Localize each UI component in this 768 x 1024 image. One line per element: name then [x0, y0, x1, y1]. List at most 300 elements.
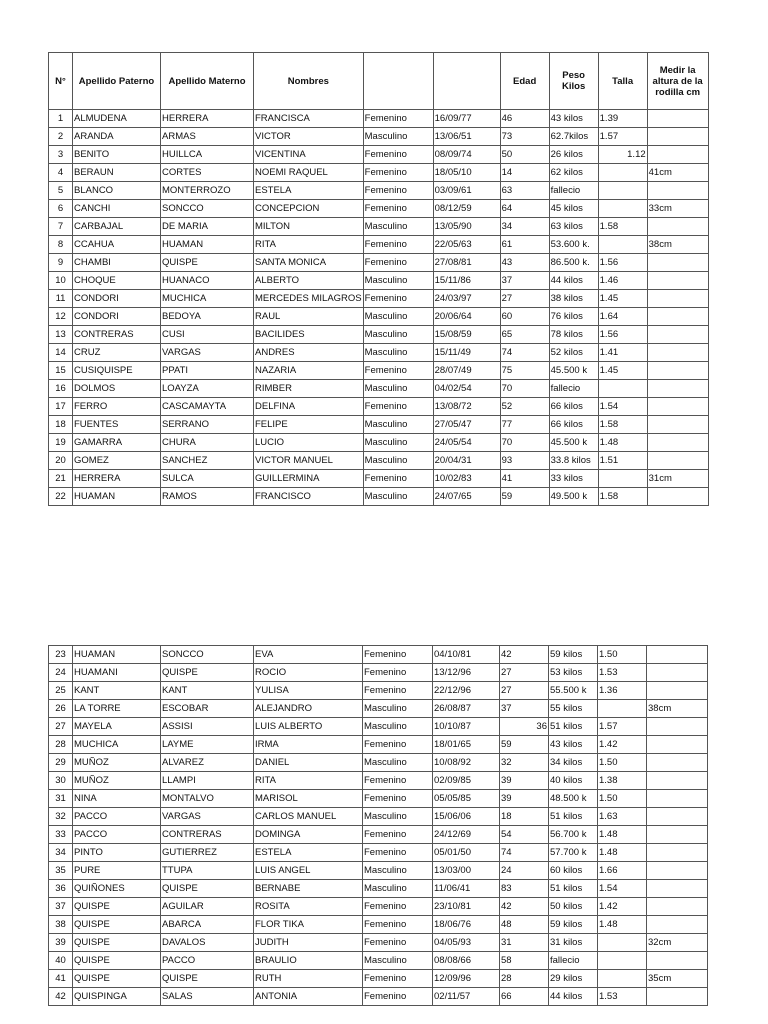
cell-apellido-materno: SONCCO: [161, 646, 254, 664]
cell-talla: 1.50: [598, 646, 647, 664]
cell-edad: 24: [500, 862, 549, 880]
cell-rodilla: [647, 416, 708, 434]
cell-fecha: 03/09/61: [433, 182, 500, 200]
cell-apellido-paterno: ARANDA: [73, 128, 161, 146]
cell-n: 10: [49, 272, 73, 290]
cell-nombres: FRANCISCO: [254, 488, 364, 506]
cell-apellido-paterno: QUIÑONES: [73, 880, 161, 898]
cell-fecha: 24/03/97: [433, 290, 500, 308]
cell-sexo: Masculino: [363, 952, 433, 970]
cell-peso: 52 kilos: [549, 344, 598, 362]
cell-n: 28: [49, 736, 73, 754]
table-row: [49, 988, 708, 1006]
cell-talla: 1.63: [598, 808, 647, 826]
cell-edad: 73: [500, 128, 549, 146]
cell-apellido-paterno: FERRO: [73, 398, 161, 416]
cell-peso: 53.600 k.: [549, 236, 598, 254]
cell-rodilla: [647, 218, 708, 236]
cell-fecha: 12/09/96: [433, 970, 500, 988]
cell-talla: 1.64: [598, 308, 647, 326]
cell-talla: 1.42: [598, 898, 647, 916]
cell-n: 2: [49, 128, 73, 146]
cell-sexo: Masculino: [363, 488, 433, 506]
cell-nombres: ANDRES: [254, 344, 364, 362]
cell-edad: 59: [500, 736, 549, 754]
cell-edad: 36: [500, 718, 549, 736]
cell-edad: 42: [500, 646, 549, 664]
cell-nombres: ALBERTO: [254, 272, 364, 290]
cell-peso: fallecio: [549, 952, 598, 970]
cell-peso: 26 kilos: [549, 146, 598, 164]
cell-rodilla: [647, 898, 708, 916]
cell-n: 31: [49, 790, 73, 808]
cell-edad: 52: [500, 398, 549, 416]
cell-nombres: MILTON: [254, 218, 364, 236]
cell-sexo: Femenino: [363, 844, 433, 862]
cell-fecha: 10/10/87: [433, 718, 500, 736]
header-talla: Talla: [598, 53, 647, 110]
cell-edad: 41: [500, 470, 549, 488]
cell-rodilla: [647, 772, 708, 790]
cell-n: 5: [49, 182, 73, 200]
cell-fecha: 02/09/85: [433, 772, 500, 790]
cell-nombres: RITA: [254, 772, 363, 790]
cell-apellido-materno: KANT: [161, 682, 254, 700]
cell-fecha: 05/05/85: [433, 790, 500, 808]
cell-rodilla: 38cm: [647, 700, 708, 718]
cell-rodilla: [647, 664, 708, 682]
cell-fecha: 10/08/92: [433, 754, 500, 772]
cell-nombres: MERCEDES MILAGROS: [254, 290, 364, 308]
cell-sexo: Femenino: [363, 970, 433, 988]
cell-rodilla: [647, 916, 708, 934]
cell-edad: 74: [500, 344, 549, 362]
cell-apellido-materno: ASSISI: [161, 718, 254, 736]
cell-n: 22: [49, 488, 73, 506]
cell-talla: 1.54: [598, 880, 647, 898]
cell-apellido-materno: LOAYZA: [161, 380, 254, 398]
cell-talla: [598, 934, 647, 952]
cell-apellido-paterno: KANT: [73, 682, 161, 700]
cell-apellido-paterno: HUAMAN: [73, 646, 161, 664]
cell-sexo: Masculino: [363, 700, 433, 718]
cell-peso: 45.500 k: [549, 362, 598, 380]
cell-sexo: Masculino: [363, 326, 433, 344]
cell-nombres: DANIEL: [254, 754, 363, 772]
cell-nombres: EVA: [254, 646, 363, 664]
cell-talla: [598, 380, 647, 398]
table-row: [49, 862, 708, 880]
cell-fecha: 13/05/90: [433, 218, 500, 236]
cell-n: 4: [49, 164, 73, 182]
cell-sexo: Femenino: [363, 470, 433, 488]
cell-peso: fallecio: [549, 182, 598, 200]
cell-nombres: BRAULIO: [254, 952, 363, 970]
cell-sexo: Masculino: [363, 272, 433, 290]
cell-apellido-materno: MUCHICA: [161, 290, 254, 308]
cell-apellido-materno: AGUILAR: [161, 898, 254, 916]
cell-n: 9: [49, 254, 73, 272]
cell-edad: 75: [500, 362, 549, 380]
cell-fecha: 15/11/86: [433, 272, 500, 290]
cell-rodilla: [647, 344, 708, 362]
cell-nombres: RIMBER: [254, 380, 364, 398]
cell-rodilla: [647, 488, 708, 506]
cell-apellido-materno: PPATI: [161, 362, 254, 380]
cell-n: 19: [49, 434, 73, 452]
cell-peso: 55.500 k: [549, 682, 598, 700]
cell-peso: 51 kilos: [549, 880, 598, 898]
cell-nombres: VICENTINA: [254, 146, 364, 164]
cell-peso: 43 kilos: [549, 736, 598, 754]
cell-apellido-paterno: HUAMANI: [73, 664, 161, 682]
cell-nombres: LUCIO: [254, 434, 364, 452]
cell-edad: 65: [500, 326, 549, 344]
cell-peso: 86.500 k.: [549, 254, 598, 272]
cell-peso: 63 kilos: [549, 218, 598, 236]
cell-fecha: 11/06/41: [433, 880, 500, 898]
cell-nombres: RAUL: [254, 308, 364, 326]
cell-n: 34: [49, 844, 73, 862]
cell-apellido-materno: HUANACO: [161, 272, 254, 290]
cell-peso: 45.500 k: [549, 434, 598, 452]
table-row: [49, 128, 709, 146]
cell-apellido-paterno: BERAUN: [73, 164, 161, 182]
cell-apellido-paterno: LA TORRE: [73, 700, 161, 718]
cell-sexo: Masculino: [363, 862, 433, 880]
cell-talla: 1.41: [598, 344, 647, 362]
cell-edad: 34: [500, 218, 549, 236]
table-row: [49, 790, 708, 808]
cell-n: 33: [49, 826, 73, 844]
cell-sexo: Femenino: [363, 290, 433, 308]
cell-talla: 1.50: [598, 754, 647, 772]
cell-talla: 1.56: [598, 254, 647, 272]
cell-fecha: 13/12/96: [433, 664, 500, 682]
cell-apellido-materno: HERRERA: [161, 110, 254, 128]
table-row: [49, 718, 708, 736]
cell-rodilla: 33cm: [647, 200, 708, 218]
cell-peso: 57.700 k: [549, 844, 598, 862]
cell-fecha: 16/09/77: [433, 110, 500, 128]
cell-n: 29: [49, 754, 73, 772]
cell-talla: 1.53: [598, 664, 647, 682]
cell-edad: 50: [500, 146, 549, 164]
patients-table-top: [48, 52, 709, 506]
cell-sexo: Masculino: [363, 344, 433, 362]
cell-n: 24: [49, 664, 73, 682]
cell-apellido-paterno: QUISPE: [73, 916, 161, 934]
table-row: [49, 416, 709, 434]
cell-fecha: 24/07/65: [433, 488, 500, 506]
cell-edad: 27: [500, 664, 549, 682]
cell-sexo: Masculino: [363, 380, 433, 398]
table-row: [49, 344, 709, 362]
cell-talla: 1.36: [598, 682, 647, 700]
cell-rodilla: [647, 844, 708, 862]
cell-sexo: Femenino: [363, 646, 433, 664]
cell-peso: 56.700 k: [549, 826, 598, 844]
cell-rodilla: [647, 146, 708, 164]
cell-talla: 1.38: [598, 772, 647, 790]
cell-nombres: GUILLERMINA: [254, 470, 364, 488]
cell-apellido-paterno: MUÑOZ: [73, 772, 161, 790]
cell-apellido-paterno: CONTRERAS: [73, 326, 161, 344]
cell-edad: 61: [500, 236, 549, 254]
cell-rodilla: [647, 182, 708, 200]
cell-sexo: Femenino: [363, 200, 433, 218]
cell-sexo: Masculino: [363, 718, 433, 736]
cell-talla: 1.48: [598, 844, 647, 862]
cell-nombres: VICTOR: [254, 128, 364, 146]
cell-apellido-materno: MONTALVO: [161, 790, 254, 808]
table-row: [49, 754, 708, 772]
header-fecha: [433, 53, 500, 110]
cell-n: 41: [49, 970, 73, 988]
header-peso: Peso Kilos: [549, 53, 598, 110]
cell-sexo: Femenino: [363, 146, 433, 164]
cell-apellido-paterno: DOLMOS: [73, 380, 161, 398]
cell-rodilla: [647, 254, 708, 272]
cell-nombres: DOMINGA: [254, 826, 363, 844]
table-row: [49, 452, 709, 470]
cell-nombres: LUIS ALBERTO: [254, 718, 363, 736]
cell-rodilla: [647, 880, 708, 898]
cell-apellido-materno: SERRANO: [161, 416, 254, 434]
cell-apellido-materno: PACCO: [161, 952, 254, 970]
patients-table-bottom: [48, 645, 708, 1006]
cell-rodilla: [647, 272, 708, 290]
cell-apellido-materno: SANCHEZ: [161, 452, 254, 470]
cell-rodilla: [647, 434, 708, 452]
table-row: [49, 880, 708, 898]
cell-apellido-paterno: MAYELA: [73, 718, 161, 736]
cell-nombres: RUTH: [254, 970, 363, 988]
cell-peso: 62.7kilos: [549, 128, 598, 146]
cell-edad: 66: [500, 988, 549, 1006]
cell-apellido-paterno: PACCO: [73, 808, 161, 826]
cell-apellido-paterno: HUAMAN: [73, 488, 161, 506]
cell-sexo: Masculino: [363, 308, 433, 326]
cell-apellido-paterno: CUSIQUISPE: [73, 362, 161, 380]
table-row: [49, 218, 709, 236]
table-row: [49, 362, 709, 380]
cell-n: 16: [49, 380, 73, 398]
cell-fecha: 13/08/72: [433, 398, 500, 416]
cell-sexo: Masculino: [363, 416, 433, 434]
cell-sexo: Femenino: [363, 254, 433, 272]
cell-apellido-paterno: FUENTES: [73, 416, 161, 434]
cell-talla: 1.56: [598, 326, 647, 344]
cell-peso: 40 kilos: [549, 772, 598, 790]
cell-peso: 51 kilos: [549, 718, 598, 736]
cell-nombres: RITA: [254, 236, 364, 254]
cell-fecha: 24/12/69: [433, 826, 500, 844]
header-row: [49, 53, 709, 110]
header-apellido-materno: Apellido Materno: [161, 53, 254, 110]
table-row: [49, 164, 709, 182]
cell-talla: [598, 164, 647, 182]
cell-nombres: FRANCISCA: [254, 110, 364, 128]
cell-edad: 39: [500, 790, 549, 808]
cell-fecha: 04/05/93: [433, 934, 500, 952]
cell-peso: 66 kilos: [549, 398, 598, 416]
cell-apellido-materno: CUSI: [161, 326, 254, 344]
cell-talla: 1.53: [598, 988, 647, 1006]
cell-apellido-materno: ESCOBAR: [161, 700, 254, 718]
cell-n: 15: [49, 362, 73, 380]
cell-sexo: Femenino: [363, 236, 433, 254]
cell-talla: [598, 700, 647, 718]
cell-nombres: ESTELA: [254, 182, 364, 200]
cell-sexo: Masculino: [363, 434, 433, 452]
cell-nombres: ROCIO: [254, 664, 363, 682]
cell-sexo: Femenino: [363, 682, 433, 700]
cell-n: 20: [49, 452, 73, 470]
table-row: [49, 772, 708, 790]
cell-n: 40: [49, 952, 73, 970]
cell-talla: 1.54: [598, 398, 647, 416]
cell-peso: 34 kilos: [549, 754, 598, 772]
cell-apellido-materno: ALVAREZ: [161, 754, 254, 772]
cell-sexo: Femenino: [363, 736, 433, 754]
cell-fecha: 08/12/59: [433, 200, 500, 218]
cell-nombres: IRMA: [254, 736, 363, 754]
cell-apellido-materno: SALAS: [161, 988, 254, 1006]
cell-talla: 1.58: [598, 488, 647, 506]
cell-rodilla: [647, 128, 708, 146]
cell-fecha: 27/05/47: [433, 416, 500, 434]
cell-peso: 44 kilos: [549, 988, 598, 1006]
cell-edad: 93: [500, 452, 549, 470]
cell-apellido-paterno: QUISPE: [73, 952, 161, 970]
cell-rodilla: [647, 326, 708, 344]
cell-apellido-materno: CORTES: [161, 164, 254, 182]
cell-edad: 18: [500, 808, 549, 826]
cell-apellido-materno: HUILLCA: [161, 146, 254, 164]
cell-talla: 1.66: [598, 862, 647, 880]
cell-fecha: 23/10/81: [433, 898, 500, 916]
cell-n: 13: [49, 326, 73, 344]
cell-fecha: 26/08/87: [433, 700, 500, 718]
cell-nombres: NAZARIA: [254, 362, 364, 380]
cell-fecha: 22/05/63: [433, 236, 500, 254]
cell-edad: 70: [500, 434, 549, 452]
cell-edad: 54: [500, 826, 549, 844]
cell-edad: 37: [500, 700, 549, 718]
cell-sexo: Femenino: [363, 164, 433, 182]
cell-fecha: 15/11/49: [433, 344, 500, 362]
cell-apellido-materno: ABARCA: [161, 916, 254, 934]
cell-apellido-paterno: CCAHUA: [73, 236, 161, 254]
table-row: [49, 664, 708, 682]
cell-talla: 1.57: [598, 718, 647, 736]
cell-sexo: Femenino: [363, 988, 433, 1006]
cell-apellido-paterno: BLANCO: [73, 182, 161, 200]
cell-nombres: MARISOL: [254, 790, 363, 808]
cell-nombres: NOEMI RAQUEL: [254, 164, 364, 182]
cell-n: 32: [49, 808, 73, 826]
cell-edad: 14: [500, 164, 549, 182]
cell-fecha: 15/06/06: [433, 808, 500, 826]
table-row: [49, 308, 709, 326]
cell-n: 30: [49, 772, 73, 790]
table-row: [49, 272, 709, 290]
cell-apellido-paterno: QUISPE: [73, 970, 161, 988]
cell-n: 42: [49, 988, 73, 1006]
cell-apellido-materno: MONTERROZO: [161, 182, 254, 200]
cell-nombres: FLOR TIKA: [254, 916, 363, 934]
table-row: [49, 434, 709, 452]
cell-apellido-materno: LAYME: [161, 736, 254, 754]
cell-edad: 74: [500, 844, 549, 862]
cell-apellido-paterno: PURE: [73, 862, 161, 880]
cell-rodilla: [647, 718, 708, 736]
cell-nombres: FELIPE: [254, 416, 364, 434]
cell-apellido-paterno: QUISPINGA: [73, 988, 161, 1006]
cell-apellido-materno: LLAMPI: [161, 772, 254, 790]
table-row: [49, 182, 709, 200]
cell-fecha: 18/06/76: [433, 916, 500, 934]
cell-apellido-paterno: PACCO: [73, 826, 161, 844]
cell-nombres: ANTONIA: [254, 988, 363, 1006]
table-row: [49, 916, 708, 934]
cell-talla: [598, 236, 647, 254]
cell-apellido-materno: BEDOYA: [161, 308, 254, 326]
cell-rodilla: [647, 988, 708, 1006]
cell-rodilla: [647, 362, 708, 380]
cell-talla: 1.45: [598, 362, 647, 380]
cell-nombres: ALEJANDRO: [254, 700, 363, 718]
cell-talla: 1.58: [598, 416, 647, 434]
table-row: [49, 808, 708, 826]
cell-rodilla: [647, 380, 708, 398]
cell-fecha: 20/06/64: [433, 308, 500, 326]
cell-nombres: CARLOS MANUEL: [254, 808, 363, 826]
cell-nombres: SANTA MONICA: [254, 254, 364, 272]
table-row: [49, 952, 708, 970]
table-row: [49, 200, 709, 218]
cell-sexo: Femenino: [363, 772, 433, 790]
header-sexo: [363, 53, 433, 110]
cell-peso: 48.500 k: [549, 790, 598, 808]
cell-n: 21: [49, 470, 73, 488]
table-row: [49, 826, 708, 844]
cell-apellido-paterno: QUISPE: [73, 898, 161, 916]
cell-sexo: Masculino: [363, 808, 433, 826]
cell-rodilla: [647, 308, 708, 326]
cell-sexo: Femenino: [363, 916, 433, 934]
cell-apellido-materno: QUISPE: [161, 880, 254, 898]
table-row: [49, 470, 709, 488]
cell-fecha: 04/02/54: [433, 380, 500, 398]
cell-n: 17: [49, 398, 73, 416]
cell-peso: 62 kilos: [549, 164, 598, 182]
cell-n: 37: [49, 898, 73, 916]
cell-apellido-paterno: PINTO: [73, 844, 161, 862]
cell-peso: 55 kilos: [549, 700, 598, 718]
table-row: [49, 646, 708, 664]
cell-nombres: ROSITA: [254, 898, 363, 916]
cell-apellido-materno: CHURA: [161, 434, 254, 452]
cell-rodilla: [647, 646, 708, 664]
cell-fecha: 08/08/66: [433, 952, 500, 970]
cell-apellido-materno: VARGAS: [161, 808, 254, 826]
cell-fecha: 18/01/65: [433, 736, 500, 754]
cell-sexo: Femenino: [363, 110, 433, 128]
cell-talla: [598, 970, 647, 988]
cell-rodilla: [647, 736, 708, 754]
